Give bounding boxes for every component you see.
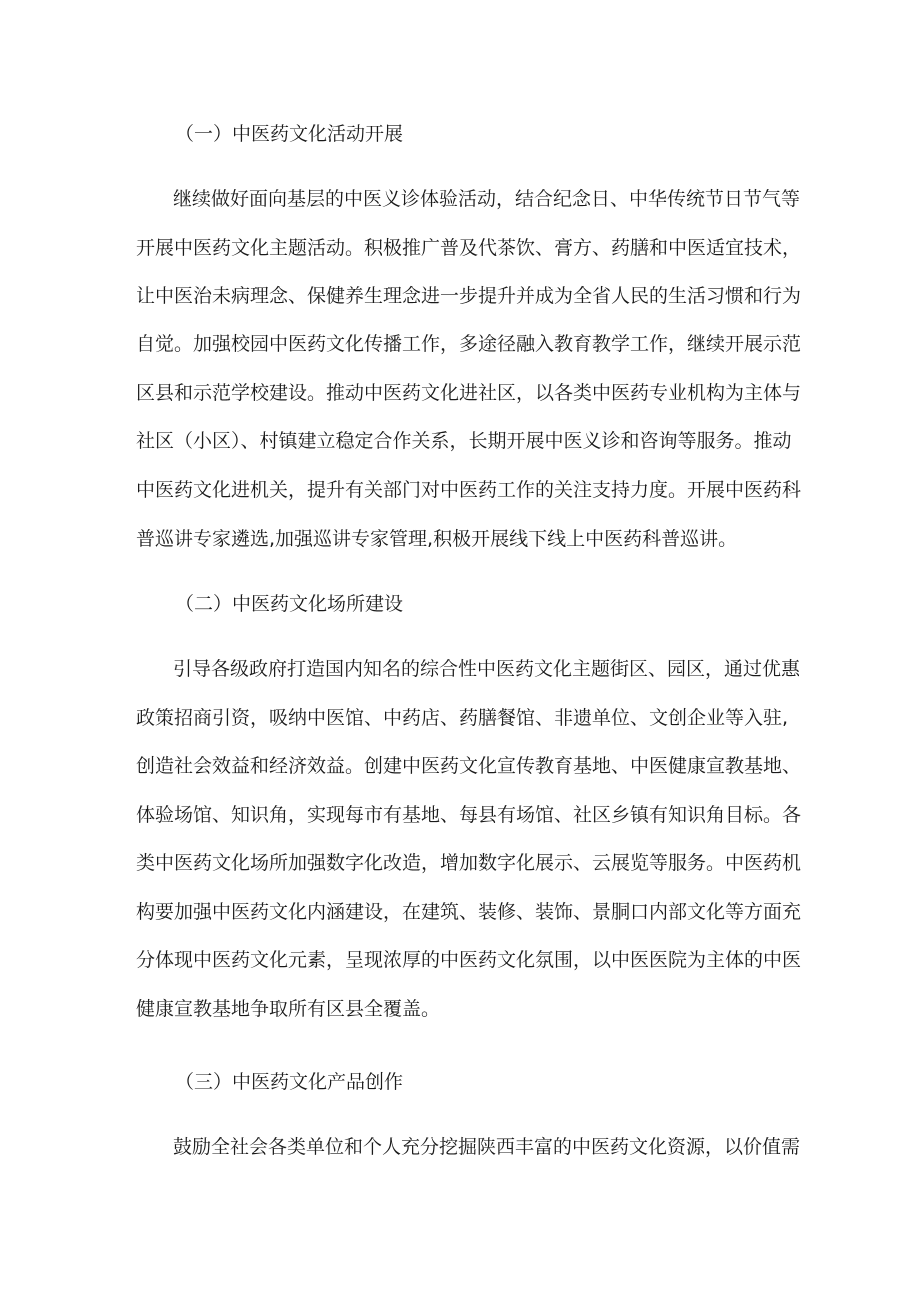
paragraph-line: 中医药文化进机关，提升有关部门对中医药工作的关注支持力度。开展中医药科: [136, 479, 802, 501]
paragraph-line: 继续做好面向基层的中医义诊体验活动，结合纪念日、中华传统节日节气等: [173, 188, 801, 210]
paragraph-line: 政策招商引资，吸纳中医馆、中药店、药膳餐馆、非遗单位、文创企业等入驻,: [136, 707, 789, 729]
paragraph-line: 区县和示范学校建设。推动中医药文化进社区，以各类中医药专业机构为主体与: [136, 382, 802, 404]
section-heading-3: （三）中医药文化产品创作: [175, 1071, 404, 1093]
paragraph-line: 构要加强中医药文化内涵建设，在建筑、装修、装饰、景胴口内部文化等方面充: [136, 901, 802, 923]
paragraph-line: 类中医药文化场所加强数字化改造，增加数字化展示、云展览等服务。中医药机: [136, 852, 802, 874]
paragraph-line: 引导各级政府打造国内知名的综合性中医药文化主题街区、园区，通过优惠: [173, 658, 801, 680]
paragraph-line: 开展中医药文化主题活动。积极推广普及代茶饮、膏方、药膳和中医适宜技术，: [136, 237, 802, 259]
paragraph-line: 创造社会效益和经济效益。创建中医药文化宣传教育基地、中医健康宣教基地、: [136, 755, 802, 777]
paragraph-line: 分体现中医药文化元素，呈现浓厚的中医药文化氛围，以中医医院为主体的中医: [136, 949, 802, 971]
section-heading-1: （一）中医药文化活动开展: [175, 123, 404, 145]
paragraph-line: 普巡讲专家遴选,加强巡讲专家管理,积极开展线下线上中医药科普巡讲。: [136, 528, 738, 550]
paragraph-line: 体验场馆、知识角，实现每市有基地、每县有场馆、社区乡镇有知识角目标。各: [136, 804, 802, 826]
section-heading-2: （二）中医药文化场所建设: [175, 593, 404, 615]
paragraph-line: 健康宣教基地争取所有区县全覆盖。: [136, 998, 441, 1020]
paragraph-line: 鼓励全社会各类单位和个人充分挖掘陕西丰富的中医药文化资源，以价值需: [173, 1136, 801, 1158]
paragraph-line: 社区（小区）、村镇建立稳定合作关系，长期开展中医义诊和咨询等服务。推动: [136, 430, 792, 452]
paragraph-line: 自觉。加强校园中医药文化传播工作，多途径融入教育教学工作，继续开展示范: [136, 333, 802, 355]
paragraph-line: 让中医治未病理念、保健养生理念进一步提升并成为全省人民的生活习惯和行为: [136, 285, 802, 307]
